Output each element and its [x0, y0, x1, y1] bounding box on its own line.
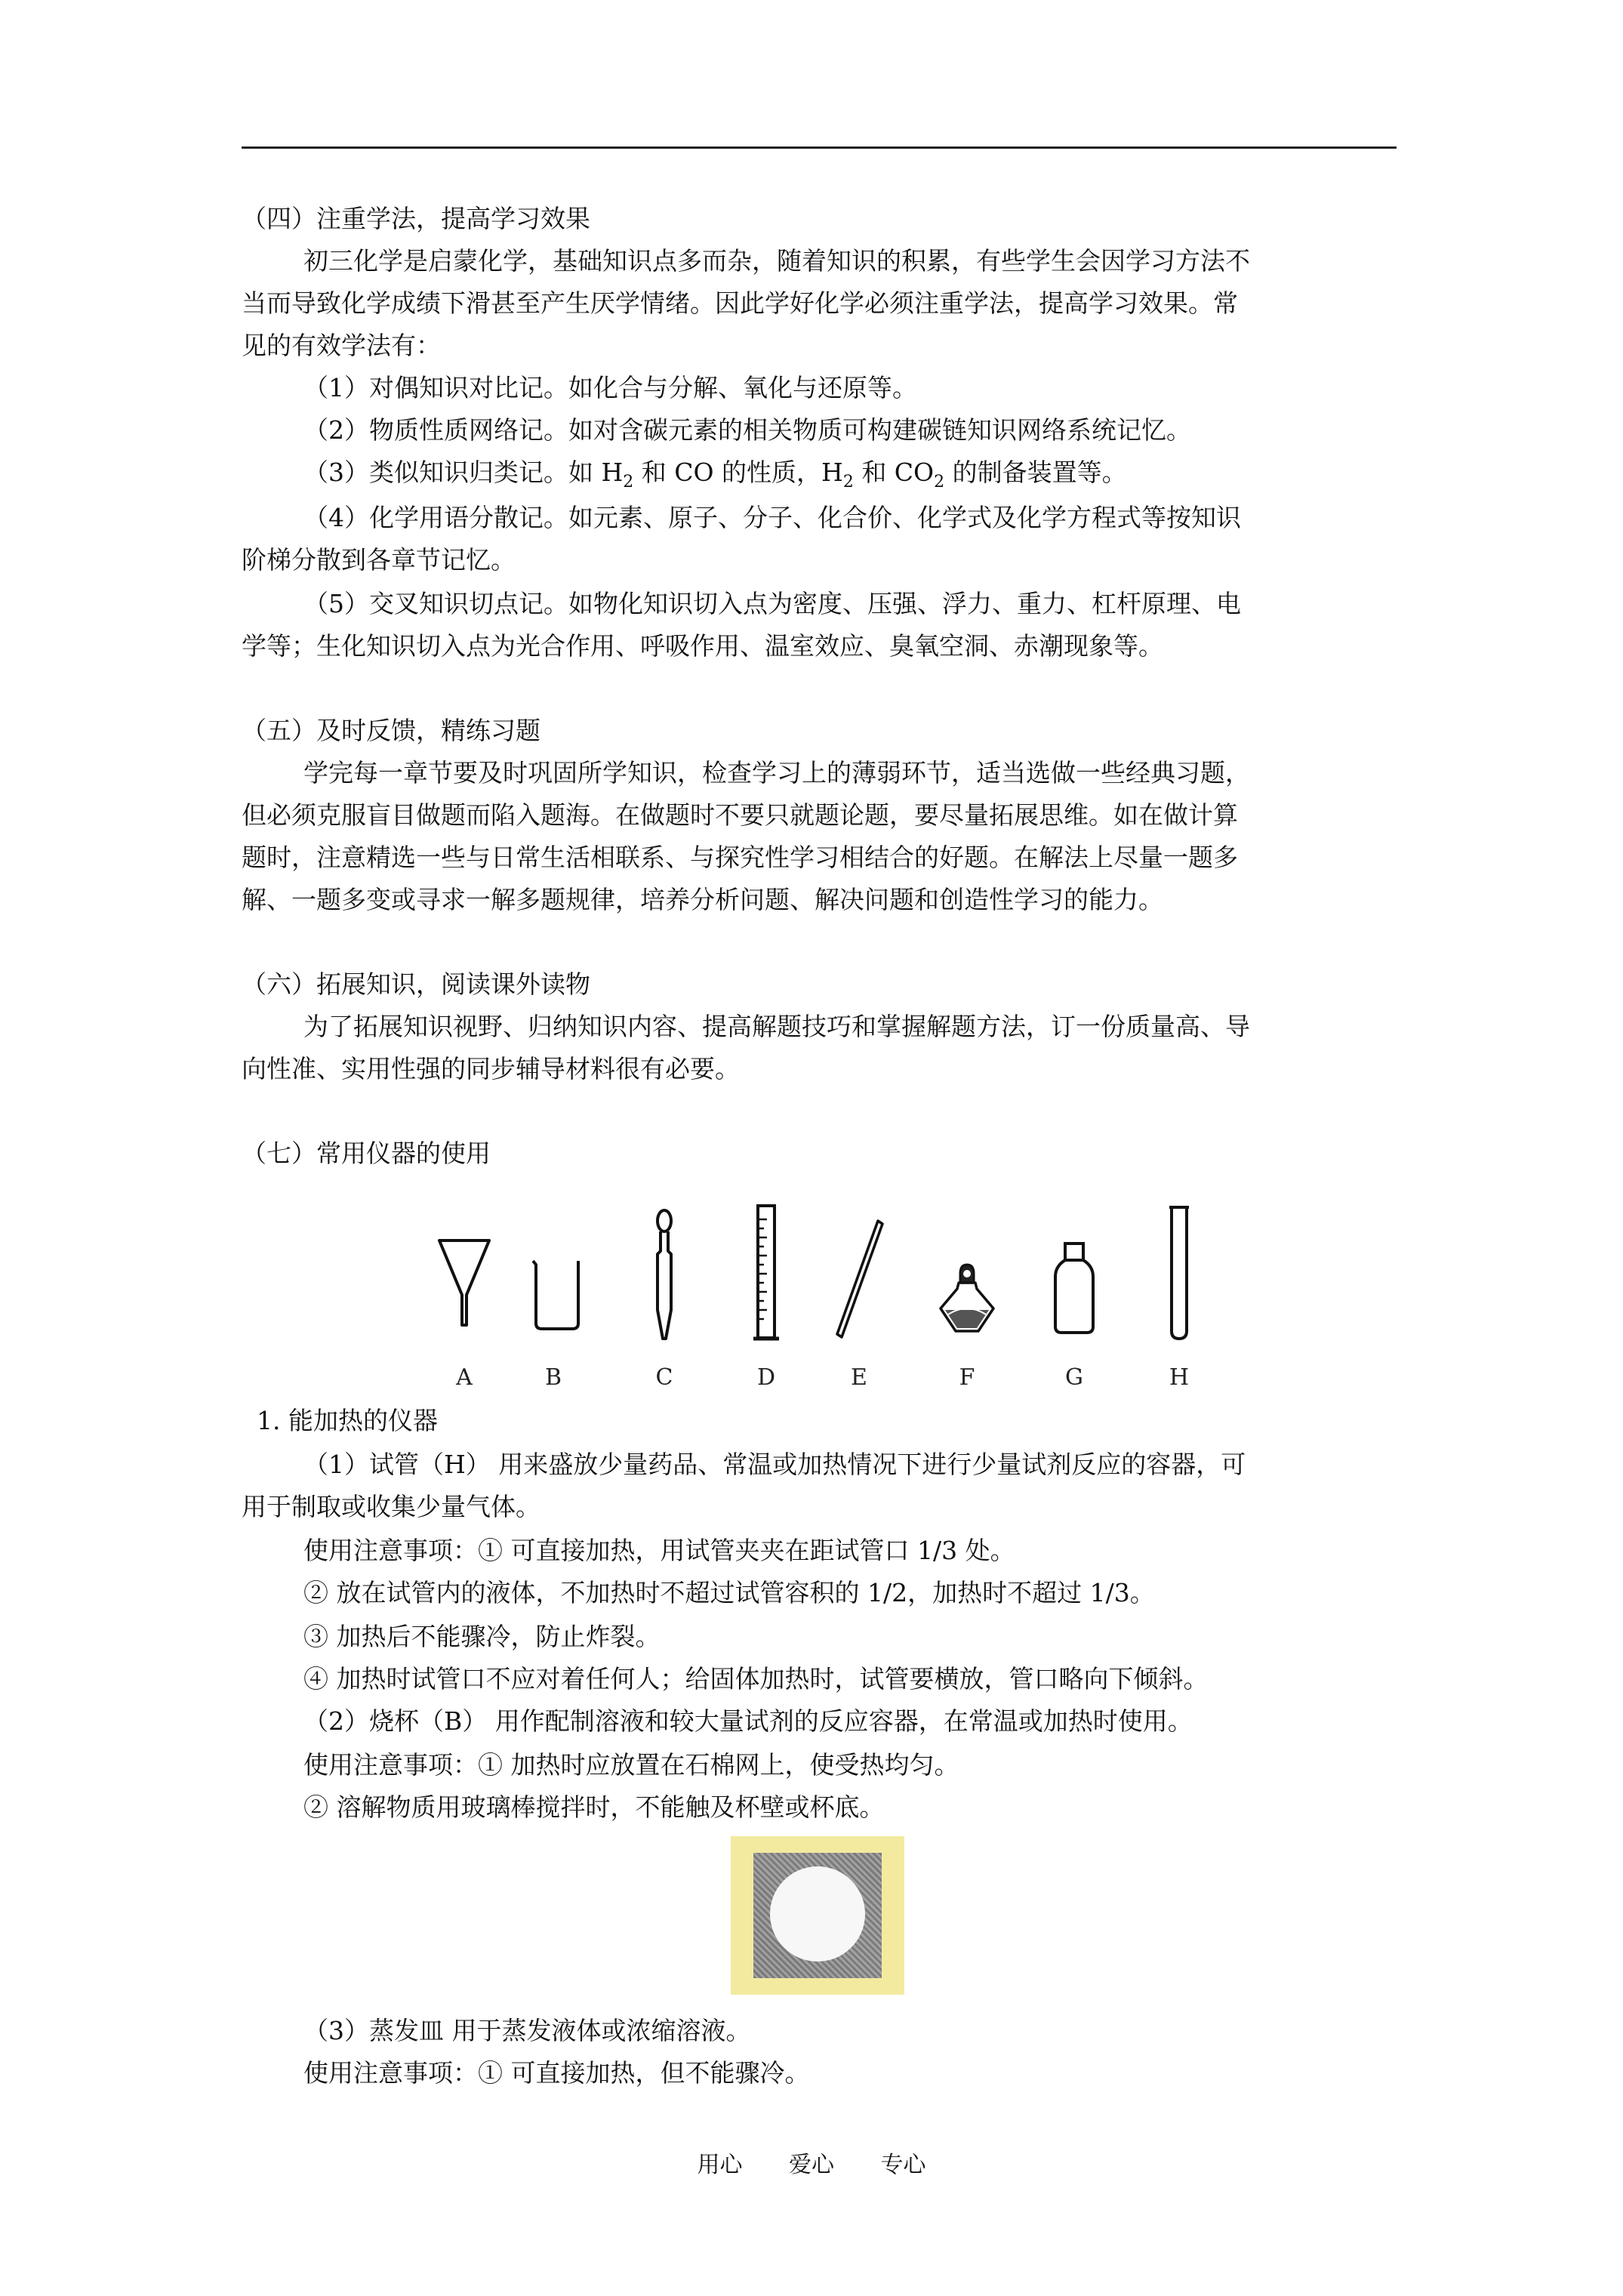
glass-rod-icon: [818, 1204, 901, 1363]
asbestos-gauze-image: [731, 1836, 904, 1995]
instrument-label: A: [456, 1364, 473, 1391]
instrument-b-beaker: [512, 1204, 595, 1393]
paragraph-line: 学完每一章节要及时巩固所学知识，检查学习上的薄弱环节，适当选做一些经典习题，: [303, 758, 1250, 787]
instrument-label: C: [655, 1364, 673, 1391]
funnel-icon: [423, 1204, 506, 1363]
beaker-icon: [512, 1204, 595, 1363]
test-tube-note-4: ④ 加热时试管口不应对着任何人；给固体加热时，试管要横放，管口略向下倾斜。: [303, 1664, 1209, 1693]
section-5-heading: （五）及时反馈，精练习题: [242, 716, 540, 745]
header-rule: [242, 146, 1397, 149]
subsection-heading: 1. 能加热的仪器: [257, 1406, 438, 1435]
test-tube-desc-cont: 用于制取或收集少量气体。: [242, 1492, 540, 1521]
method-1: （1）对偶知识对比记。如化合与分解、氧化与还原等。: [303, 373, 917, 402]
method-5-cont: 学等；生化知识切入点为光合作用、呼吸作用、温室效应、臭氧空洞、赤潮现象等。: [242, 631, 1163, 661]
beaker-note-2: ② 溶解物质用玻璃棒搅拌时，不能触及杯壁或杯底。: [303, 1792, 885, 1822]
paragraph-line: 向性准、实用性强的同步辅导材料很有必要。: [242, 1054, 740, 1083]
section-7-heading: （七）常用仪器的使用: [242, 1139, 491, 1168]
test-tube-note-2: ② 放在试管内的液体，不加热时不超过试管容积的 1/2，加热时不超过 1/3。: [303, 1578, 1155, 1607]
evaporating-dish-desc: （3）蒸发皿 用于蒸发液体或浓缩溶液。: [303, 2016, 751, 2045]
method-4-cont: 阶梯分散到各章节记忆。: [242, 545, 516, 575]
instrument-e-glass-rod: [818, 1204, 901, 1393]
test-tube-note-1: 使用注意事项：① 可直接加热，用试管夹夹在距试管口 1/3 处。: [303, 1536, 1015, 1565]
test-tube-desc: （1）试管（H） 用来盛放少量药品、常温或加热情况下进行少量试剂反应的容器，可: [303, 1450, 1246, 1479]
paragraph-line: 见的有效学法有：: [242, 331, 441, 360]
paragraph-line: 当而导致化学成绩下滑甚至产生厌学情绪。因此学好化学必须注重学法，提高学习效果。常: [242, 288, 1238, 318]
alcohol-lamp-icon: [925, 1204, 1009, 1363]
method-2: （2）物质性质网络记。如对含碳元素的相关物质可构建碳链知识网络系统记忆。: [303, 415, 1191, 445]
instrument-label: G: [1065, 1364, 1083, 1391]
paragraph-line: 题时，注意精选一些与日常生活相联系、与探究性学习相结合的好题。在解法上尽量一题多: [242, 843, 1238, 872]
reagent-bottle-icon: [1033, 1204, 1116, 1363]
test-tube-icon: [1138, 1204, 1221, 1363]
instrument-c-dropper: [623, 1204, 706, 1393]
dropper-icon: [623, 1204, 706, 1363]
method-4: （4）化学用语分散记。如元素、原子、分子、化合价、化学式及化学方程式等按知识: [303, 503, 1241, 532]
test-tube-note-3: ③ 加热后不能骤冷，防止炸裂。: [303, 1622, 661, 1651]
footer-word: 爱心: [789, 2152, 834, 2178]
instrument-h-test-tube: [1138, 1204, 1221, 1393]
beaker-note-1: 使用注意事项：① 加热时应放置在石棉网上，使受热均匀。: [303, 1750, 959, 1780]
instrument-d-cylinder: [725, 1204, 808, 1393]
paragraph-line: 但必须克服盲目做题而陷入题海。在做题时不要只就题论题，要尽量拓展思维。如在做计算: [242, 800, 1238, 830]
evaporating-dish-note-1: 使用注意事项：① 可直接加热，但不能骤冷。: [303, 2058, 810, 2088]
instrument-a-funnel: [423, 1204, 506, 1393]
footer-word: 专心: [880, 2152, 926, 2178]
instrument-figure: [423, 1204, 1215, 1393]
gauze-center-disc: [770, 1866, 865, 1962]
method-3: （3）类似知识归类记。如 $H_2$ 和 CO 的性质，$H_2$ 和 $CO_2$ 的制备装置等。: [303, 458, 1127, 492]
graduated-cylinder-icon: [725, 1204, 808, 1363]
instrument-label: D: [756, 1364, 776, 1391]
instrument-g-reagent-bottle: [1033, 1204, 1116, 1393]
beaker-desc: （2）烧杯（B） 用作配制溶液和较大量试剂的反应容器，在常温或加热时使用。: [303, 1706, 1193, 1736]
section-4-heading: （四）注重学法，提高学习效果: [242, 204, 590, 233]
instrument-label: B: [544, 1364, 562, 1391]
instrument-label: E: [851, 1364, 867, 1391]
section-6-heading: （六）拓展知识，阅读课外读物: [242, 969, 590, 999]
footer-word: 用心: [697, 2152, 743, 2178]
method-5: （5）交叉知识切点记。如物化知识切入点为密度、压强、浮力、重力、杠杆原理、电: [303, 589, 1241, 618]
instrument-f-alcohol-lamp: [925, 1204, 1009, 1393]
page-footer: [0, 2146, 1623, 2179]
instrument-label: F: [959, 1364, 975, 1391]
paragraph-line: 初三化学是启蒙化学，基础知识点多而杂，随着知识的积累，有些学生会因学习方法不: [303, 246, 1250, 276]
instrument-label: H: [1169, 1364, 1190, 1391]
paragraph-line: 解、一题多变或寻求一解多题规律，培养分析问题、解决问题和创造性学习的能力。: [242, 885, 1163, 914]
paragraph-line: 为了拓展知识视野、归纳知识内容、提高解题技巧和掌握解题方法，订一份质量高、导: [303, 1012, 1250, 1041]
